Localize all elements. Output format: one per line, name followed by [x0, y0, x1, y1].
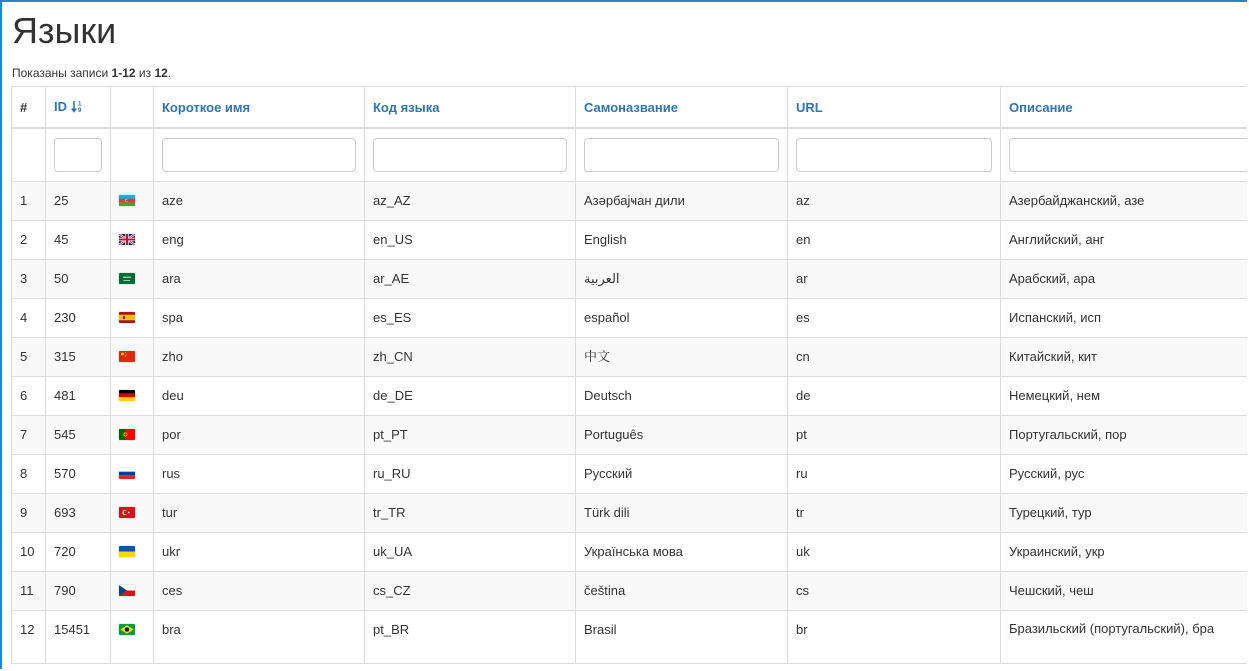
cell-lang-code: ar_AE — [365, 260, 576, 299]
filter-cell-flag — [111, 128, 154, 182]
filter-cell-url — [788, 128, 1001, 182]
table-row — [12, 182, 1248, 221]
cell-num: 7 — [12, 416, 46, 455]
cell-self-name: Русский — [576, 455, 788, 494]
cell-id: 315 — [46, 338, 111, 377]
saudi-flag-icon — [119, 273, 135, 284]
cell-url: tr — [788, 494, 1001, 533]
spain-flag-icon — [119, 312, 135, 323]
cell-url: ru — [788, 455, 1001, 494]
column-header-number: # — [12, 87, 46, 129]
cell-lang-code: pt_BR — [365, 611, 576, 664]
table-row — [12, 533, 1248, 572]
cell-flag — [111, 416, 154, 455]
cell-id: 790 — [46, 572, 111, 611]
sort-link-description[interactable]: Описание — [1009, 99, 1073, 115]
czech-flag-icon — [119, 585, 135, 596]
sort-link-short-name[interactable]: Короткое имя — [162, 99, 251, 115]
cell-short-name: spa — [154, 299, 365, 338]
cell-self-name: 中文 — [576, 338, 788, 377]
cell-short-name: ces — [154, 572, 365, 611]
cell-flag — [111, 182, 154, 221]
cell-num: 9 — [12, 494, 46, 533]
column-header-description[interactable] — [1001, 87, 1248, 129]
cell-short-name: ukr — [154, 533, 365, 572]
languages-table — [11, 86, 1247, 664]
filter-cell-self-name — [576, 128, 788, 182]
germany-flag-icon — [119, 390, 135, 401]
table-row — [12, 611, 1248, 664]
table-row — [12, 338, 1248, 377]
cell-id: 45 — [46, 221, 111, 260]
filter-cell-description — [1001, 128, 1248, 182]
filter-cell-lang-code — [365, 128, 576, 182]
filter-cell-short-name — [154, 128, 365, 182]
cell-lang-code: pt_PT — [365, 416, 576, 455]
svg-text:1: 1 — [78, 101, 82, 107]
cell-description: Испанский, исп — [1001, 299, 1248, 338]
cell-num: 4 — [12, 299, 46, 338]
cell-id: 230 — [46, 299, 111, 338]
cell-description: Португальский, пор — [1001, 416, 1248, 455]
cell-description: Русский, рус — [1001, 455, 1248, 494]
uk-flag-icon — [119, 234, 135, 245]
cell-flag — [111, 494, 154, 533]
column-header-lang-code[interactable] — [365, 87, 576, 129]
cell-self-name: español — [576, 299, 788, 338]
cell-flag — [111, 338, 154, 377]
filter-input-description[interactable] — [1009, 138, 1247, 172]
azerbaijan-flag-icon — [119, 195, 135, 206]
sort-link-self-name[interactable]: Самоназвание — [584, 99, 678, 115]
cell-flag — [111, 533, 154, 572]
cell-description: Чешский, чеш — [1001, 572, 1248, 611]
header-row — [12, 87, 1248, 129]
column-header-id[interactable] — [46, 87, 111, 129]
cell-id: 570 — [46, 455, 111, 494]
cell-lang-code: ru_RU — [365, 455, 576, 494]
filter-input-id[interactable] — [54, 138, 102, 172]
cell-id: 15451 — [46, 611, 111, 664]
cell-url: uk — [788, 533, 1001, 572]
ukraine-flag-icon — [119, 546, 135, 557]
cell-lang-code: cs_CZ — [365, 572, 576, 611]
cell-num: 8 — [12, 455, 46, 494]
portugal-flag-icon — [119, 429, 135, 440]
cell-lang-code: zh_CN — [365, 338, 576, 377]
sort-link-id[interactable] — [54, 99, 85, 114]
cell-num: 1 — [12, 182, 46, 221]
cell-url: es — [788, 299, 1001, 338]
filter-input-short-name[interactable] — [162, 138, 356, 172]
cell-id: 25 — [46, 182, 111, 221]
cell-url: cn — [788, 338, 1001, 377]
russia-flag-icon — [119, 468, 135, 479]
summary-range: 1-12 — [111, 66, 136, 80]
cell-url: ar — [788, 260, 1001, 299]
cell-num: 5 — [12, 338, 46, 377]
cell-description: Азербайджанский, азе — [1001, 182, 1248, 221]
cell-num: 6 — [12, 377, 46, 416]
records-summary — [12, 66, 171, 80]
cell-flag — [111, 221, 154, 260]
cell-self-name: Азәрбајҹан дили — [576, 182, 788, 221]
cell-num: 12 — [12, 611, 46, 664]
cell-description: Турецкий, тур — [1001, 494, 1248, 533]
column-header-self-name[interactable] — [576, 87, 788, 129]
cell-flag — [111, 455, 154, 494]
cell-lang-code: en_US — [365, 221, 576, 260]
cell-short-name: bra — [154, 611, 365, 664]
cell-description: Немецкий, нем — [1001, 377, 1248, 416]
sort-numeric-asc-icon — [71, 100, 85, 116]
cell-num: 11 — [12, 572, 46, 611]
cell-short-name: eng — [154, 221, 365, 260]
table-row — [12, 299, 1248, 338]
cell-num: 2 — [12, 221, 46, 260]
filter-input-lang-code[interactable] — [373, 138, 567, 172]
cell-description: Бразильский (португальский), бра — [1001, 611, 1248, 664]
column-header-short-name[interactable] — [154, 87, 365, 129]
cell-self-name: Deutsch — [576, 377, 788, 416]
filter-input-url[interactable] — [796, 138, 992, 172]
cell-short-name: zho — [154, 338, 365, 377]
cell-id: 720 — [46, 533, 111, 572]
page-title: Языки — [12, 10, 117, 51]
cell-num: 10 — [12, 533, 46, 572]
cell-self-name: čeština — [576, 572, 788, 611]
cell-num: 3 — [12, 260, 46, 299]
cell-short-name: por — [154, 416, 365, 455]
brazil-flag-icon — [119, 624, 135, 635]
cell-flag — [111, 611, 154, 664]
cell-url: en — [788, 221, 1001, 260]
cell-url: pt — [788, 416, 1001, 455]
filter-row — [12, 128, 1248, 182]
cell-description: Английский, анг — [1001, 221, 1248, 260]
cell-short-name: ara — [154, 260, 365, 299]
cell-short-name: tur — [154, 494, 365, 533]
cell-self-name: Українська мова — [576, 533, 788, 572]
summary-prefix: Показаны записи — [12, 66, 112, 80]
turkey-flag-icon — [119, 507, 135, 518]
cell-self-name: Português — [576, 416, 788, 455]
column-header-flag — [111, 87, 154, 129]
cell-lang-code: tr_TR — [365, 494, 576, 533]
table-row — [12, 494, 1248, 533]
cell-description: Китайский, кит — [1001, 338, 1248, 377]
column-header-url[interactable] — [788, 87, 1001, 129]
column-label-id: ID — [54, 98, 67, 114]
cell-short-name: rus — [154, 455, 365, 494]
cell-description: Арабский, ара — [1001, 260, 1248, 299]
cell-id: 481 — [46, 377, 111, 416]
table-row — [12, 572, 1248, 611]
filter-cell-id — [46, 128, 111, 182]
cell-url: cs — [788, 572, 1001, 611]
summary-mid: из — [135, 66, 155, 80]
filter-cell-number — [12, 128, 46, 182]
cell-lang-code: uk_UA — [365, 533, 576, 572]
cell-short-name: deu — [154, 377, 365, 416]
cell-id: 545 — [46, 416, 111, 455]
cell-flag — [111, 572, 154, 611]
cell-url: br — [788, 611, 1001, 664]
table-row — [12, 260, 1248, 299]
cell-flag — [111, 260, 154, 299]
table-row — [12, 416, 1248, 455]
cell-lang-code: az_AZ — [365, 182, 576, 221]
sort-link-url[interactable]: URL — [796, 99, 823, 115]
summary-suffix: . — [167, 66, 172, 80]
cell-short-name: aze — [154, 182, 365, 221]
svg-text:9: 9 — [78, 107, 82, 113]
table-row — [12, 455, 1248, 494]
cell-lang-code: es_ES — [365, 299, 576, 338]
cell-lang-code: de_DE — [365, 377, 576, 416]
filter-input-self-name[interactable] — [584, 138, 779, 172]
cell-self-name: Türk dili — [576, 494, 788, 533]
summary-total: 12 — [154, 66, 168, 80]
cell-flag — [111, 377, 154, 416]
sort-link-lang-code[interactable]: Код языка — [373, 99, 440, 115]
cell-id: 50 — [46, 260, 111, 299]
table-row — [12, 221, 1248, 260]
cell-url: de — [788, 377, 1001, 416]
cell-self-name: العربية — [576, 260, 788, 299]
cell-url: az — [788, 182, 1001, 221]
cell-description: Украинский, укр — [1001, 533, 1248, 572]
china-flag-icon — [119, 351, 135, 362]
cell-self-name: English — [576, 221, 788, 260]
cell-id: 693 — [46, 494, 111, 533]
table-row — [12, 377, 1248, 416]
cell-flag — [111, 299, 154, 338]
cell-self-name: Brasil — [576, 611, 788, 664]
table-body — [12, 182, 1248, 664]
